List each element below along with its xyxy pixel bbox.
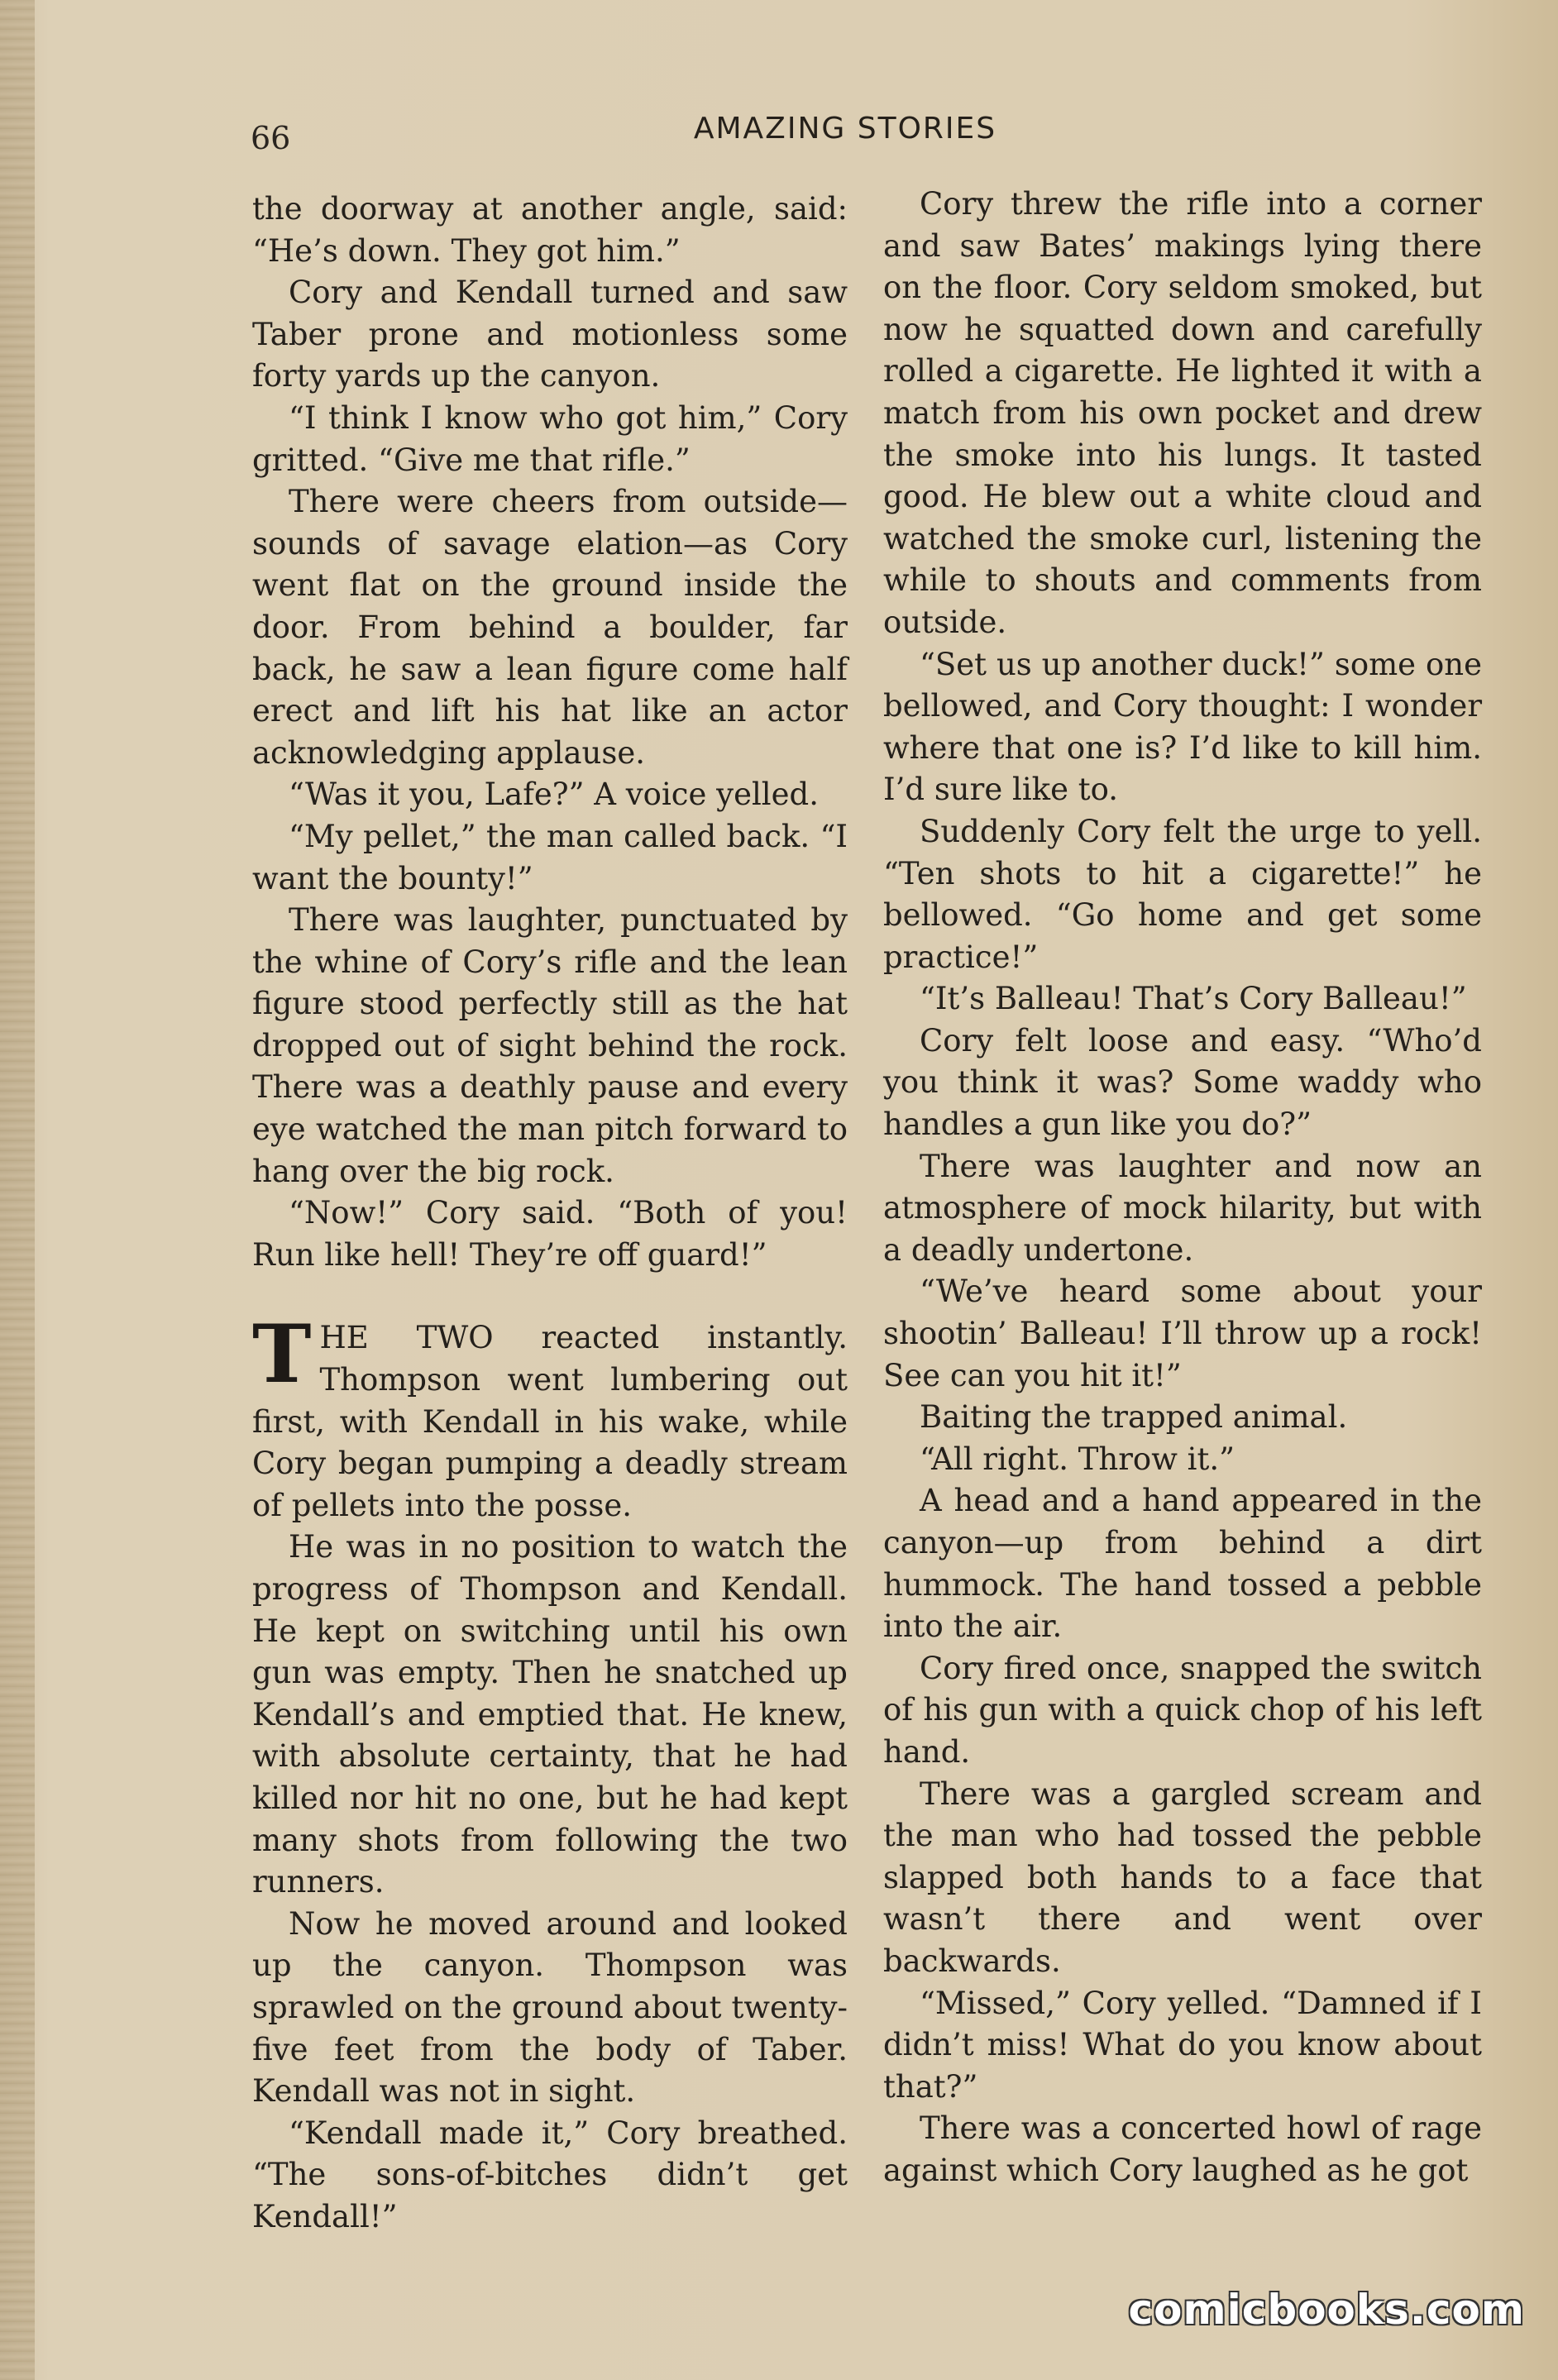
- paragraph: the doorway at another angle, said: “He’s down. They got him.”: [252, 191, 848, 269]
- paragraph: Cory threw the rifle into a corner and saw Bates’ makings lying there on the floor. Cory seldom smoked, but now he squatted down and carefully rolled a cigarette. He lighted it with a match from his own pocket and drew the smoke into his lungs. It tasted good. He blew out a white cloud and watched the smoke curl, listening the while to shouts and comments from outside.: [883, 186, 1482, 640]
- page-spine: [0, 0, 35, 2380]
- paragraph: Baiting the trapped animal.: [920, 1399, 1348, 1436]
- running-head: AMAZING STORIES: [693, 112, 997, 146]
- paragraph: There was laughter, punctuated by the whine of Cory’s rifle and the lean figure stood perfectly still as the hat dropped out of sight behind the rock. There was a deathly pause and every eye watched the man pitch forward to hang over the big rock.: [252, 902, 848, 1189]
- section-lead: [252, 1307, 848, 1527]
- page-number: 66: [251, 120, 291, 156]
- paragraph: There were cheers from outside—sounds of savage elation—as Cory went flat on the ground inside the door. From behind a boulder, far back, he saw a lean figure come half erect and lift his hat like an actor acknowledging applause.: [252, 484, 848, 771]
- paragraph: There was a concerted howl of rage against which Cory laughed as he got: [883, 2110, 1482, 2188]
- paragraph: “Set us up another duck!” some one bellowed, and Cory thought: I wonder where that one is? I’d like to kill him. I’d sure like to.: [883, 646, 1482, 808]
- paragraph: Cory and Kendall turned and saw Taber prone and motionless some forty yards up the canyon.: [252, 275, 848, 394]
- paragraph: There was a gargled scream and the man who had tossed the pebble slapped both hands to a face that wasn’t there and went over backwards.: [883, 1775, 1482, 1979]
- paragraph: A head and a hand appeared in the canyon—up from behind a dirt hummock. The hand tossed a pebble into the air.: [883, 1483, 1482, 1645]
- paragraph: “All right. Throw it.”: [920, 1441, 1235, 1477]
- drop-cap: T: [252, 1307, 312, 1402]
- paragraph: “Kendall made it,” Cory breathed. “The sons-of-bitches didn’t get Kendall!”: [252, 2115, 848, 2234]
- site-watermark: comicbooks.com: [1128, 2286, 1525, 2334]
- paragraph: “Missed,” Cory yelled. “Damned if I didn’t miss! What do you know about that?”: [883, 1985, 1482, 2105]
- paragraph: “Was it you, Lafe?” A voice yelled.: [289, 777, 819, 813]
- paragraph: Cory felt loose and easy. “Who’d you think it was? Some waddy who handles a gun like you do?”: [883, 1022, 1482, 1143]
- paragraph: Cory fired once, snapped the switch of his gun with a quick chop of his left hand.: [883, 1650, 1482, 1770]
- paragraph: There was laughter and now an atmosphere of mock hilarity, but with a deadly undertone.: [883, 1148, 1482, 1268]
- paragraph: Now he moved around and looked up the canyon. Thompson was sprawled on the ground about twenty-five feet from the body of Taber. Kendall was not in sight.: [252, 1905, 848, 2110]
- paragraph: “My pellet,” the man called back. “I want the bounty!”: [252, 818, 848, 896]
- paragraph: “It’s Balleau! That’s Cory Balleau!”: [920, 981, 1467, 1017]
- paragraph: “We’ve heard some about your shootin’ Balleau! I’ll throw up a rock! See can you hit it!”: [883, 1274, 1482, 1393]
- paragraph: He was in no position to watch the progress of Thompson and Kendall. He kept on switching until his own gun was empty. Then he snatched up Kendall’s and emptied that. He knew, with absolute certainty, that he had killed nor hit no one, but he had kept many shots from following the two runners.: [252, 1529, 848, 1900]
- right-column: [883, 184, 1482, 2192]
- paragraph: “Now!” Cory said. “Both of you! Run like hell! They’re off guard!”: [252, 1195, 848, 1273]
- paragraph: “I think I know who got him,” Cory gritted. “Give me that rifle.”: [252, 399, 848, 478]
- paragraph: Suddenly Cory felt the urge to yell. “Ten shots to hit a cigarette!” he bellowed. “Go home and get some practice!”: [883, 813, 1482, 975]
- section-lead-text: HE TWO reacted instantly. Thompson went lumbering out first, with Kendall in his wake, while Cory began pumping a deadly stream of pellets into the posse.: [252, 1320, 848, 1523]
- left-column: [252, 189, 848, 2239]
